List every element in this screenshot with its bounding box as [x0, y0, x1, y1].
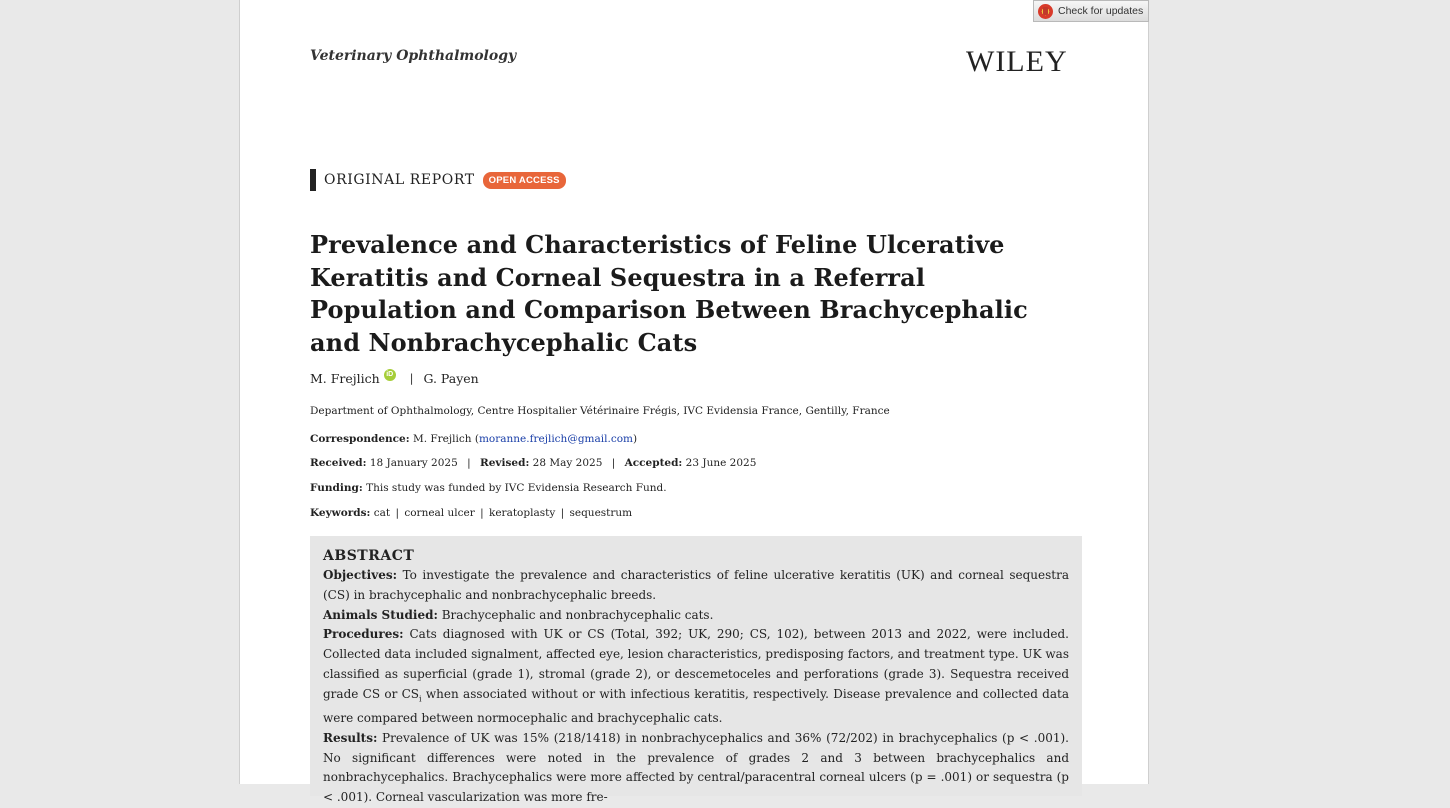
- orcid-icon[interactable]: iD: [384, 369, 396, 381]
- article-dates: [310, 457, 756, 469]
- funding: [310, 482, 667, 494]
- check-for-updates-label: Check for updates: [1058, 5, 1144, 17]
- pdf-page: [239, 0, 1149, 805]
- procedures-text: Cats diagnosed with UK or CS (Total, 392; UK, 290; CS, 102), between 2013 and 2022, were included. Collected data included signalment, affected eye, lesion characteristics, predisposing factors, and treatment type. UK was classified as superficial (grade 1), stromal (grade 2), or descemetoceles and perforations (grade 3). Sequestra received grade CS or CS: [323, 627, 1069, 701]
- received-date: 18 January 2025: [369, 457, 458, 469]
- animals-label: Animals Studied:: [323, 607, 438, 622]
- keywords-label: Keywords:: [310, 507, 371, 519]
- procedures-subscript: i: [419, 694, 422, 704]
- affiliation: Department of Ophthalmology, Centre Hospitalier Vétérinaire Frégis, IVC Evidensia France, Gentilly, France: [310, 405, 890, 417]
- objectives-text: To investigate the prevalence and characteristics of feline ulcerative keratitis (UK) and corneal sequestra (CS) in brachycephalic and nonbrachycephalic breeds.: [323, 568, 1069, 602]
- abstract-results: [323, 729, 1069, 808]
- animals-text: Brachycephalic and nonbrachycephalic cats.: [441, 607, 714, 622]
- journal-name: Veterinary Ophthalmology: [310, 48, 517, 64]
- author-name[interactable]: G. Payen: [423, 371, 479, 386]
- open-access-badge[interactable]: OPEN ACCESS: [483, 172, 566, 189]
- author-name[interactable]: M. Frejlich: [310, 371, 380, 386]
- keyword[interactable]: sequestrum: [569, 507, 633, 519]
- author-list: [310, 371, 479, 386]
- abstract-animals: [323, 606, 1069, 626]
- procedures-label: Procedures:: [323, 627, 404, 642]
- correspondence-email-link[interactable]: moranne.frejlich@gmail.com: [478, 433, 633, 445]
- keyword-separator: |: [395, 507, 399, 519]
- article-title: Prevalence and Characteristics of Feline Ulcerative Keratitis and Corneal Sequestra in a Referral Population and Comparison Between Brachycephalic and Nonbrachycephalic Cats: [310, 230, 1028, 357]
- abstract-heading: ABSTRACT: [323, 548, 415, 564]
- funding-text: This study was funded by IVC Evidensia Research Fund.: [366, 482, 667, 494]
- keyword[interactable]: cat: [373, 507, 391, 519]
- date-separator: |: [467, 457, 471, 469]
- received-label: Received:: [310, 457, 367, 469]
- keyword-separator: |: [480, 507, 484, 519]
- crossmark-icon: [1038, 4, 1053, 19]
- date-separator: |: [611, 457, 616, 469]
- keyword[interactable]: corneal ulcer: [404, 507, 475, 519]
- article-type-label: ORIGINAL REPORT: [324, 172, 475, 188]
- author-separator: |: [409, 372, 414, 385]
- accepted-date: 23 June 2025: [685, 457, 757, 469]
- accepted-label: Accepted:: [624, 457, 683, 469]
- revised-date: 28 May 2025: [532, 457, 603, 469]
- objectives-label: Objectives:: [323, 568, 398, 582]
- article-type-bar: [310, 169, 316, 191]
- abstract-procedures: [323, 625, 1069, 728]
- abstract-objectives: [323, 566, 1069, 606]
- procedures-text-cont: when associated without or with infectious keratitis, respectively. Disease prevalence and collected data were compared between normocephalic and brachycephalic cats.: [323, 686, 1069, 725]
- keywords: [310, 507, 632, 519]
- keyword[interactable]: keratoplasty: [488, 507, 556, 519]
- correspondence: Correspondence: M. Frejlich (moranne.frejlich@gmail.com): [310, 433, 638, 445]
- funding-label: Funding:: [310, 482, 363, 494]
- correspondence-label: Correspondence:: [310, 433, 410, 445]
- publisher-logo: WILEY: [966, 45, 1068, 78]
- check-for-updates-button[interactable]: [1033, 0, 1149, 22]
- article-type: [310, 169, 566, 191]
- correspondence-name: M. Frejlich: [412, 433, 472, 445]
- results-text: Prevalence of UK was 15% (218/1418) in nonbrachycephalics and 36% (72/202) in brachycephalics (p < .001). No significant differences were noted in the prevalence of grades 2 and 3 between brachycephalics and nonbrachycephalics. Brachycephalics were more affected by central/paracentral corneal ulcers (p = .001) or sequestra (p < .001). Corneal vascularization was more fre-: [323, 730, 1069, 805]
- keyword-separator: |: [560, 507, 565, 519]
- revised-label: Revised:: [480, 457, 530, 469]
- results-label: Results:: [323, 730, 378, 745]
- abstract-box: [310, 536, 1082, 805]
